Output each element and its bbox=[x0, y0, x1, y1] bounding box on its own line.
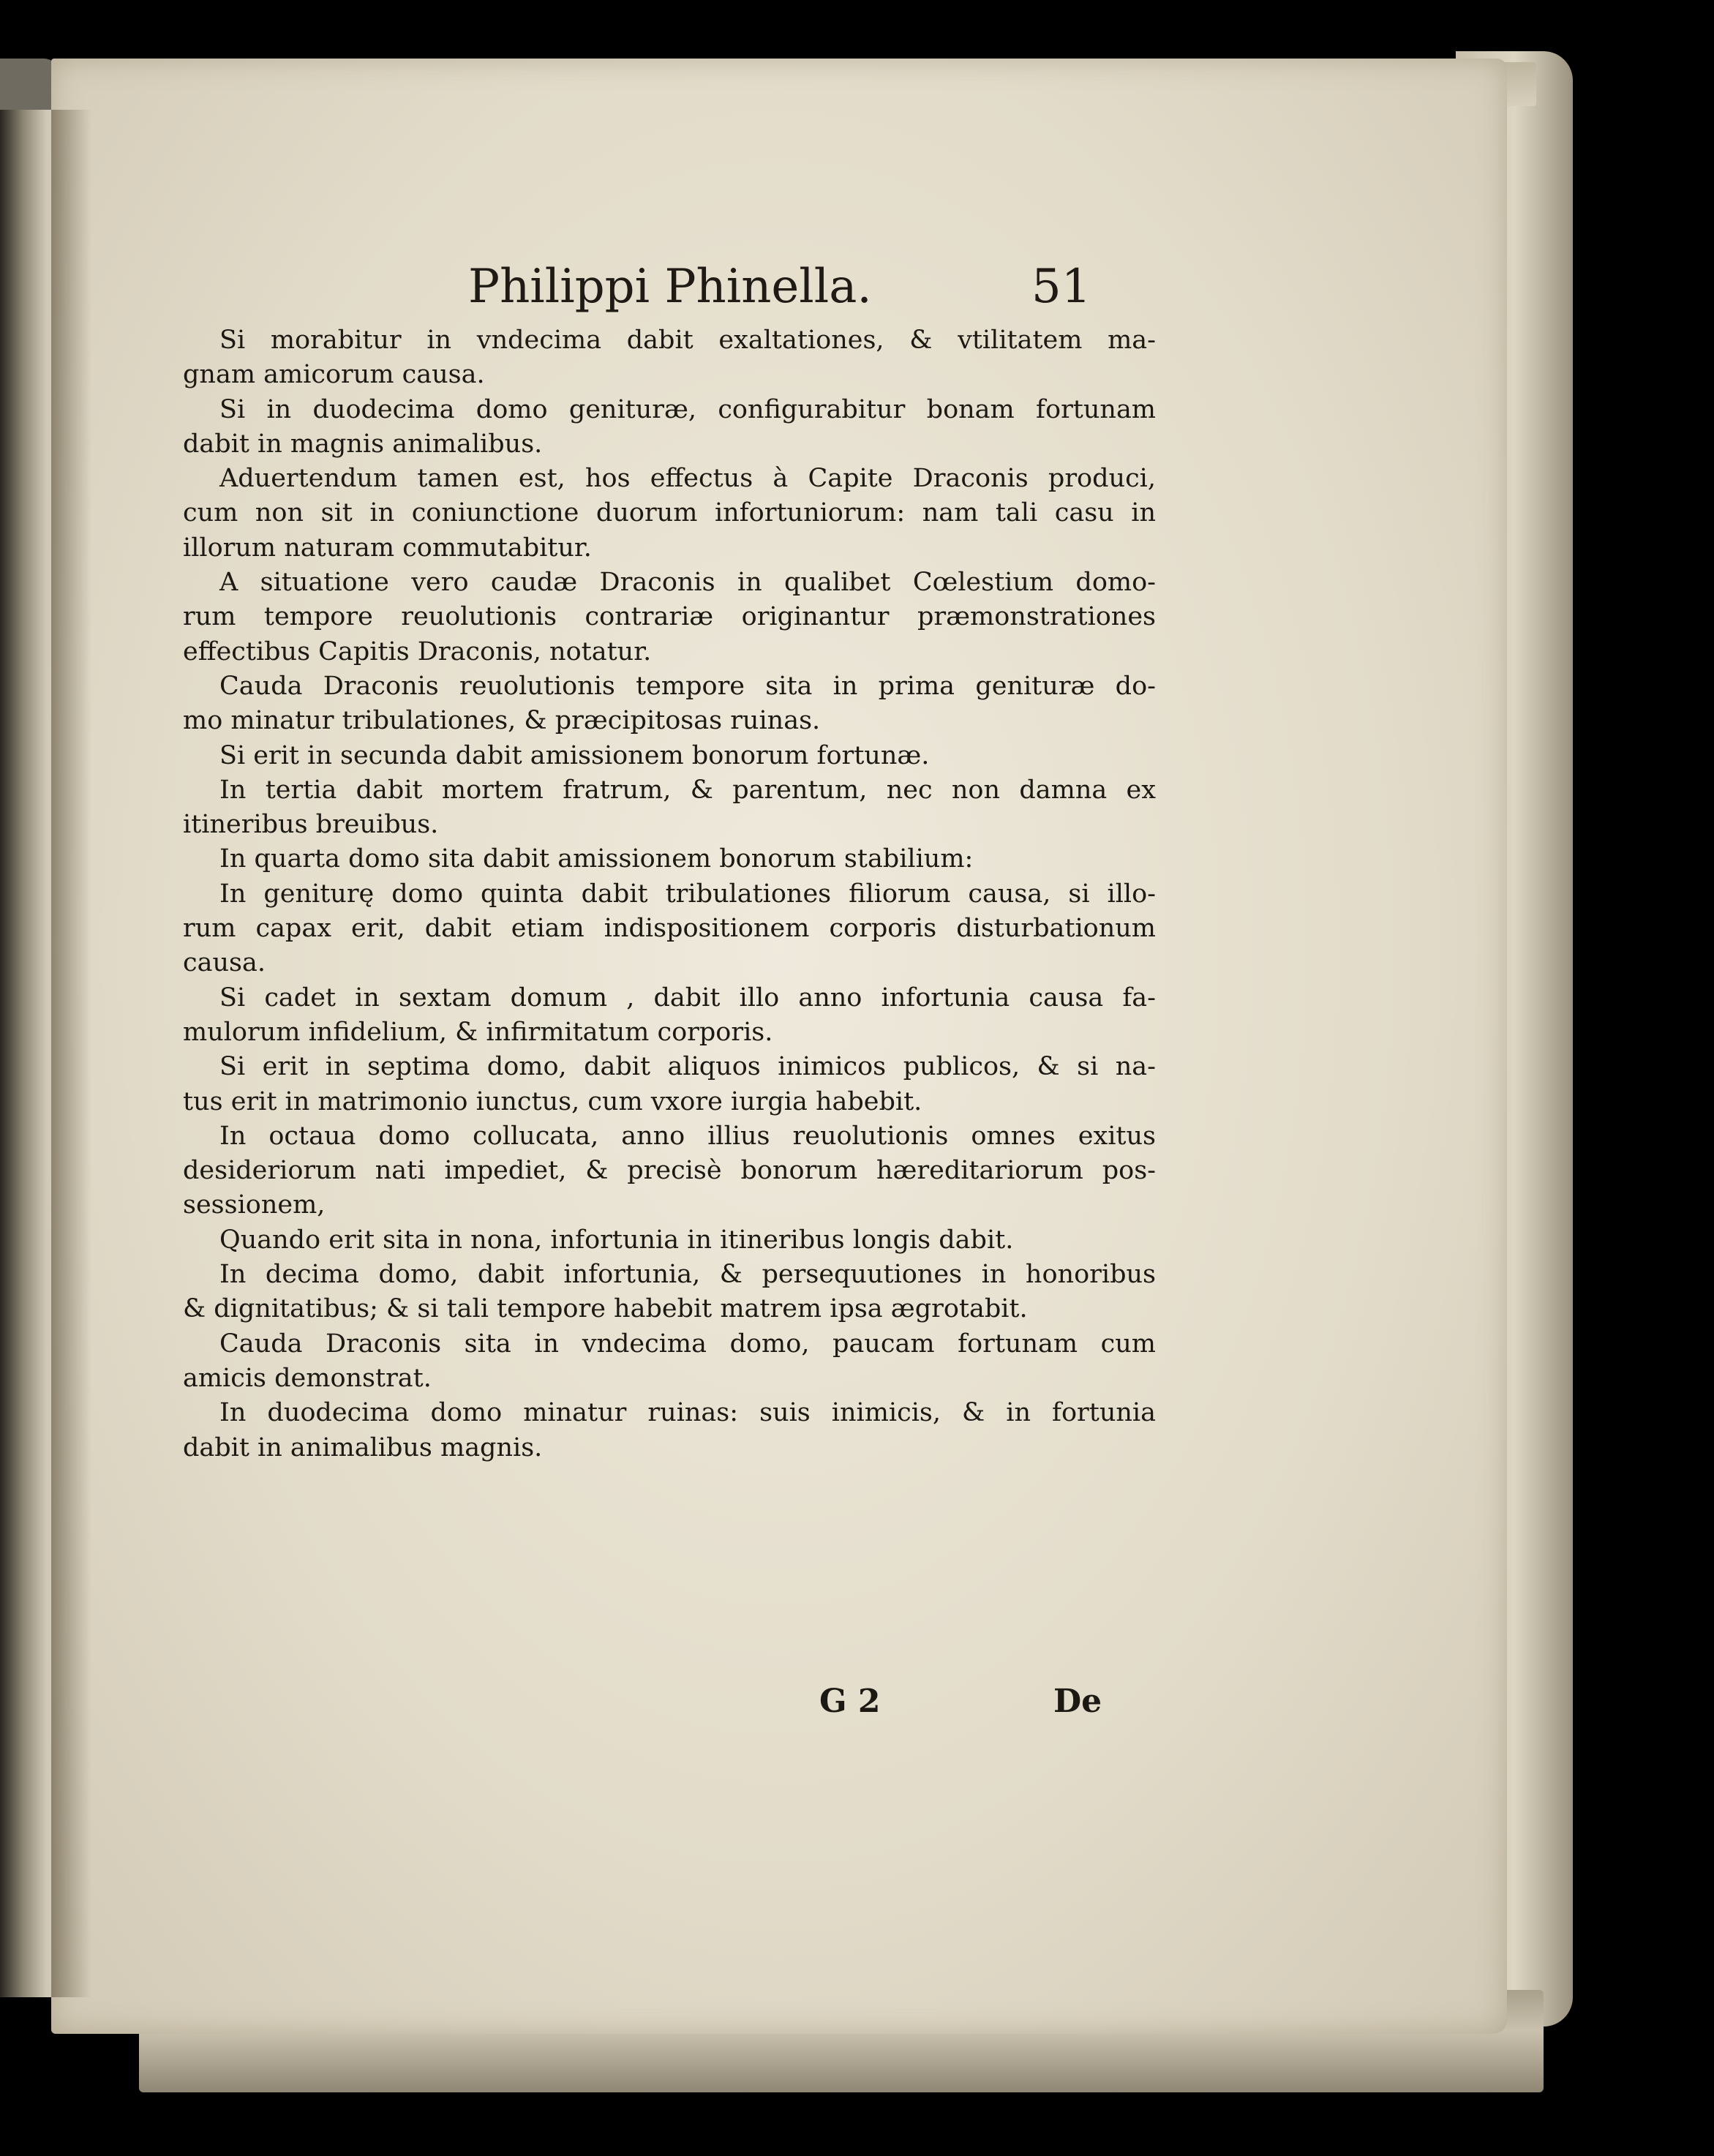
text-line: effectibus Capitis Draconis, notatur. bbox=[183, 636, 652, 666]
body-text bbox=[183, 323, 1156, 1465]
text-line: Si erit in septima domo, dabit aliquos inimicos publicos, & si na- bbox=[219, 1052, 1156, 1082]
text-line: itineribus breuibus. bbox=[183, 810, 439, 840]
text-line: desideriorum nati impediet, & precisè bonorum hæreditariorum pos- bbox=[183, 1156, 1156, 1186]
text-line: Quando erit sita in nona, infortunia in itineribus longis dabit. bbox=[219, 1225, 1014, 1255]
page-header bbox=[468, 260, 1127, 318]
page-footer bbox=[812, 1683, 1119, 1734]
page-number: 51 bbox=[1031, 260, 1091, 314]
text-line: Si in duodecima domo genituræ, configurabitur bonam fortunam bbox=[219, 394, 1156, 424]
text-line: In quarta domo sita dabit amissionem bonorum stabilium: bbox=[219, 844, 974, 874]
running-title: Philippi Phinella. bbox=[468, 260, 872, 314]
text-line: Si cadet in sextam domum , dabit illo anno infortunia causa fa- bbox=[219, 983, 1156, 1013]
text-line: Cauda Draconis reuolutionis tempore sita in prima genituræ do- bbox=[219, 671, 1156, 701]
text-line: Cauda Draconis sita in vndecima domo, paucam fortunam cum bbox=[219, 1329, 1156, 1359]
text-line: dabit in animalibus magnis. bbox=[183, 1432, 543, 1462]
text-line: mulorum infidelium, & infirmitatum corporis. bbox=[183, 1017, 773, 1047]
text-line: sessionem, bbox=[183, 1190, 326, 1220]
text-line: In octaua domo collucata, anno illius reuolutionis omnes exitus bbox=[219, 1121, 1156, 1151]
text-line: causa. bbox=[183, 948, 266, 978]
text-line: rum tempore reuolutionis contrariæ originantur præmonstrationes bbox=[183, 602, 1156, 632]
text-line: mo minatur tribulationes, & præcipitosas ruinas. bbox=[183, 706, 821, 736]
text-line: cum non sit in coniunctione duorum infortuniorum: nam tali casu in bbox=[183, 498, 1156, 528]
text-line: amicis demonstrat. bbox=[183, 1363, 432, 1393]
text-line: In decima domo, dabit infortunia, & persequutiones in honoribus bbox=[219, 1260, 1156, 1290]
text-line: rum capax erit, dabit etiam indispositionem corporis disturbationum bbox=[183, 914, 1156, 944]
text-line: In tertia dabit mortem fratrum, & parentum, nec non damna ex bbox=[219, 775, 1156, 805]
binding-shadow bbox=[51, 110, 91, 1997]
text-line: A situatione vero caudæ Draconis in qualibet Cœlestium domo- bbox=[219, 568, 1156, 598]
catchword: De bbox=[1053, 1683, 1102, 1720]
text-line: Si morabitur in vndecima dabit exaltationes, & vtilitatem ma- bbox=[219, 326, 1156, 355]
text-line: illorum naturam commutabitur. bbox=[183, 533, 592, 563]
text-line: In geniturę domo quinta dabit tribulationes filiorum causa, si illo- bbox=[219, 879, 1156, 909]
signature-mark: G 2 bbox=[819, 1683, 881, 1720]
text-line: tus erit in matrimonio iunctus, cum vxore iurgia habebit. bbox=[183, 1086, 922, 1116]
text-line: gnam amicorum causa. bbox=[183, 360, 485, 390]
text-line: In duodecima domo minatur ruinas: suis inimicis, & in fortunia bbox=[219, 1398, 1156, 1428]
text-line: Si erit in secunda dabit amissionem bonorum fortunæ. bbox=[219, 740, 930, 770]
text-line: Aduertendum tamen est, hos effectus à Capite Draconis produci, bbox=[219, 464, 1156, 494]
text-line: & dignitatibus; & si tali tempore habebit matrem ipsa ægrotabit. bbox=[183, 1294, 1028, 1324]
text-line: dabit in magnis animalibus. bbox=[183, 429, 543, 459]
